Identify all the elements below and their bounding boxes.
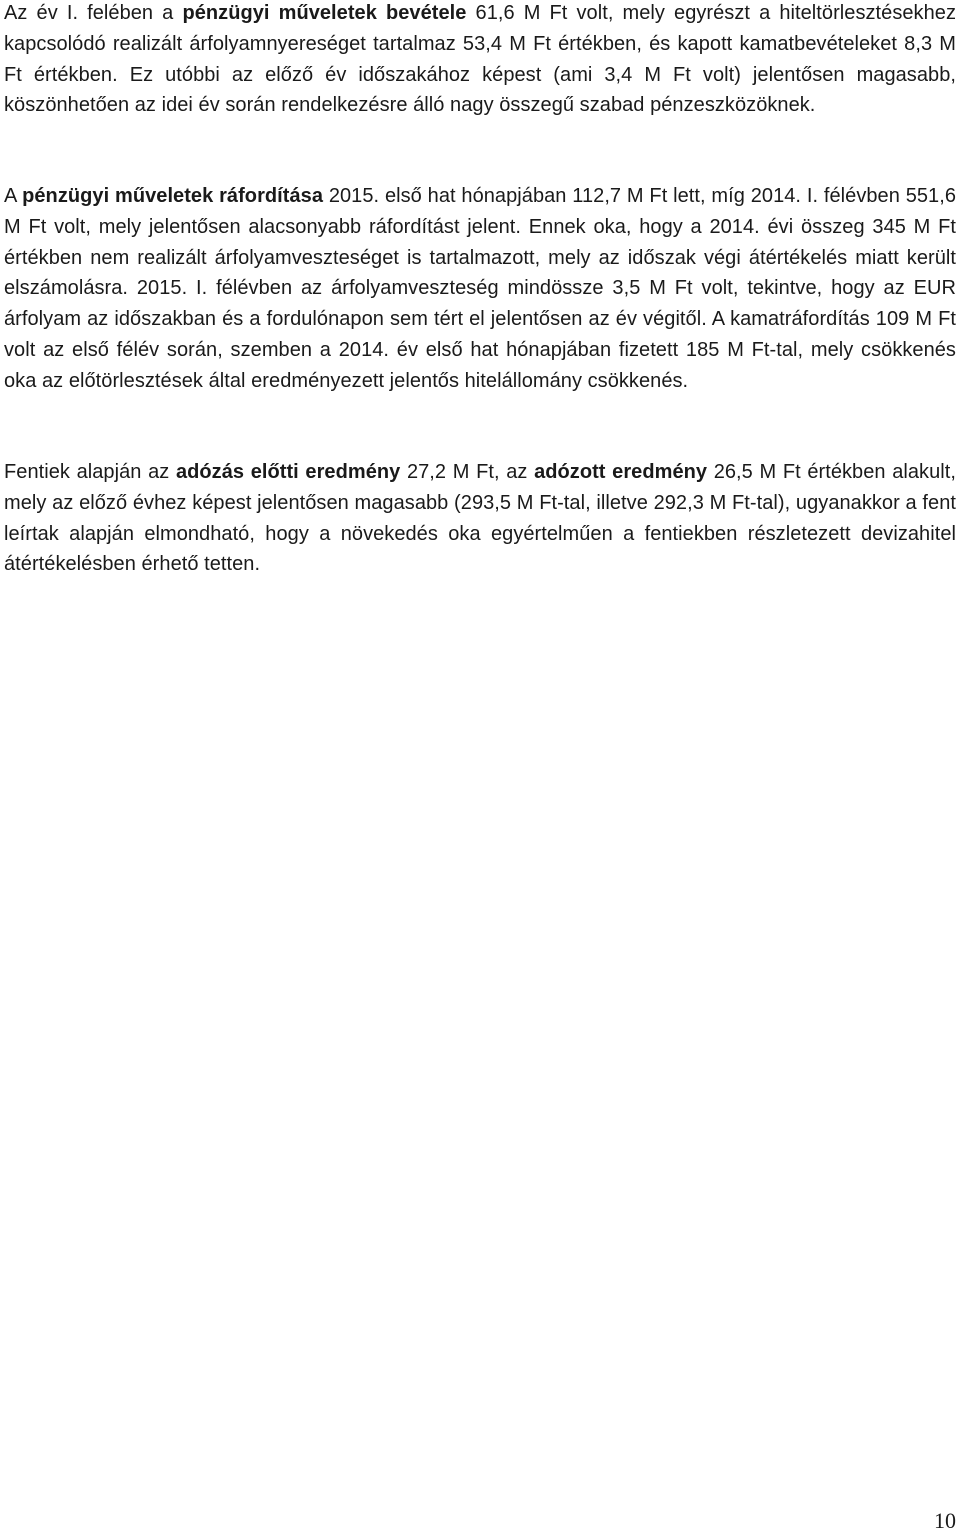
bold-term-pretax-result: adózás előtti eredmény bbox=[175, 461, 401, 483]
bold-term-financial-income: pénzügyi műveletek bevétele bbox=[182, 2, 467, 24]
text-run: 27,2 M Ft, az bbox=[400, 461, 535, 483]
bold-term-after-tax-result: adózott eredmény bbox=[534, 461, 708, 483]
text-run: Az év I. felében a bbox=[4, 2, 183, 24]
paragraph-result-summary bbox=[4, 457, 956, 580]
paragraph-financial-income bbox=[4, 0, 956, 121]
text-run: 61,6 M Ft volt, mely egyrészt a hiteltörlesztésekhez kapcsolódó realizált árfolyamnyereséget tartalmaz 53,4 M Ft értékben, és kapott kamatbevételeket 8,3 M Ft értékben. Ez utóbbi az előző év időszakához képest (ami 3,4 M Ft volt) jelentősen magasabb, köszönhetően az idei év során rendelkezésre álló nagy összegű szabad pénzeszközöknek. bbox=[4, 2, 956, 117]
text-run: 26,5 M Ft értékben alakult, mely az előző évhez képest jelentősen magasabb (293,5 M Ft-tal, illetve 292,3 M Ft-tal), ugyanakkor a fent leírtak alapján elmondható, hogy a növekedés oka egyértelműen a fentiekben részletezett devizahitel átértékelésben érhető tetten. bbox=[4, 461, 956, 576]
text-run: A bbox=[4, 185, 23, 207]
bold-term-financial-expenses: pénzügyi műveletek ráfordítása bbox=[22, 185, 324, 207]
page-number: 10 bbox=[934, 1508, 956, 1533]
text-run: 2015. első hat hónapjában 112,7 M Ft lett, míg 2014. I. félévben 551,6 M Ft volt, mely jelentősen alacsonyabb ráfordítást jelent. Ennek oka, hogy a 2014. évi összeg 345 M Ft értékben nem realizált árfolyamveszteséget is tartalmazott, mely az időszak végi átértékelés miatt került elszámolásra. 2015. I. félévben az árfolyamveszteség mindössze 3,5 M Ft volt, tekintve, hogy az EUR árfolyam az időszakban és a fordulónapon sem tért el jelentősen az év végitől. A kamatráfordítás 109 M Ft volt az első félév során, szemben a 2014. év első hat hónapjában fizetett 185 M Ft-tal, mely csökkenés oka az előtörlesztések által eredményezett jelentős hitelállomány csökkenés. bbox=[4, 185, 956, 392]
text-run: Fentiek alapján az bbox=[4, 461, 176, 483]
paragraph-financial-expenses bbox=[4, 181, 956, 397]
